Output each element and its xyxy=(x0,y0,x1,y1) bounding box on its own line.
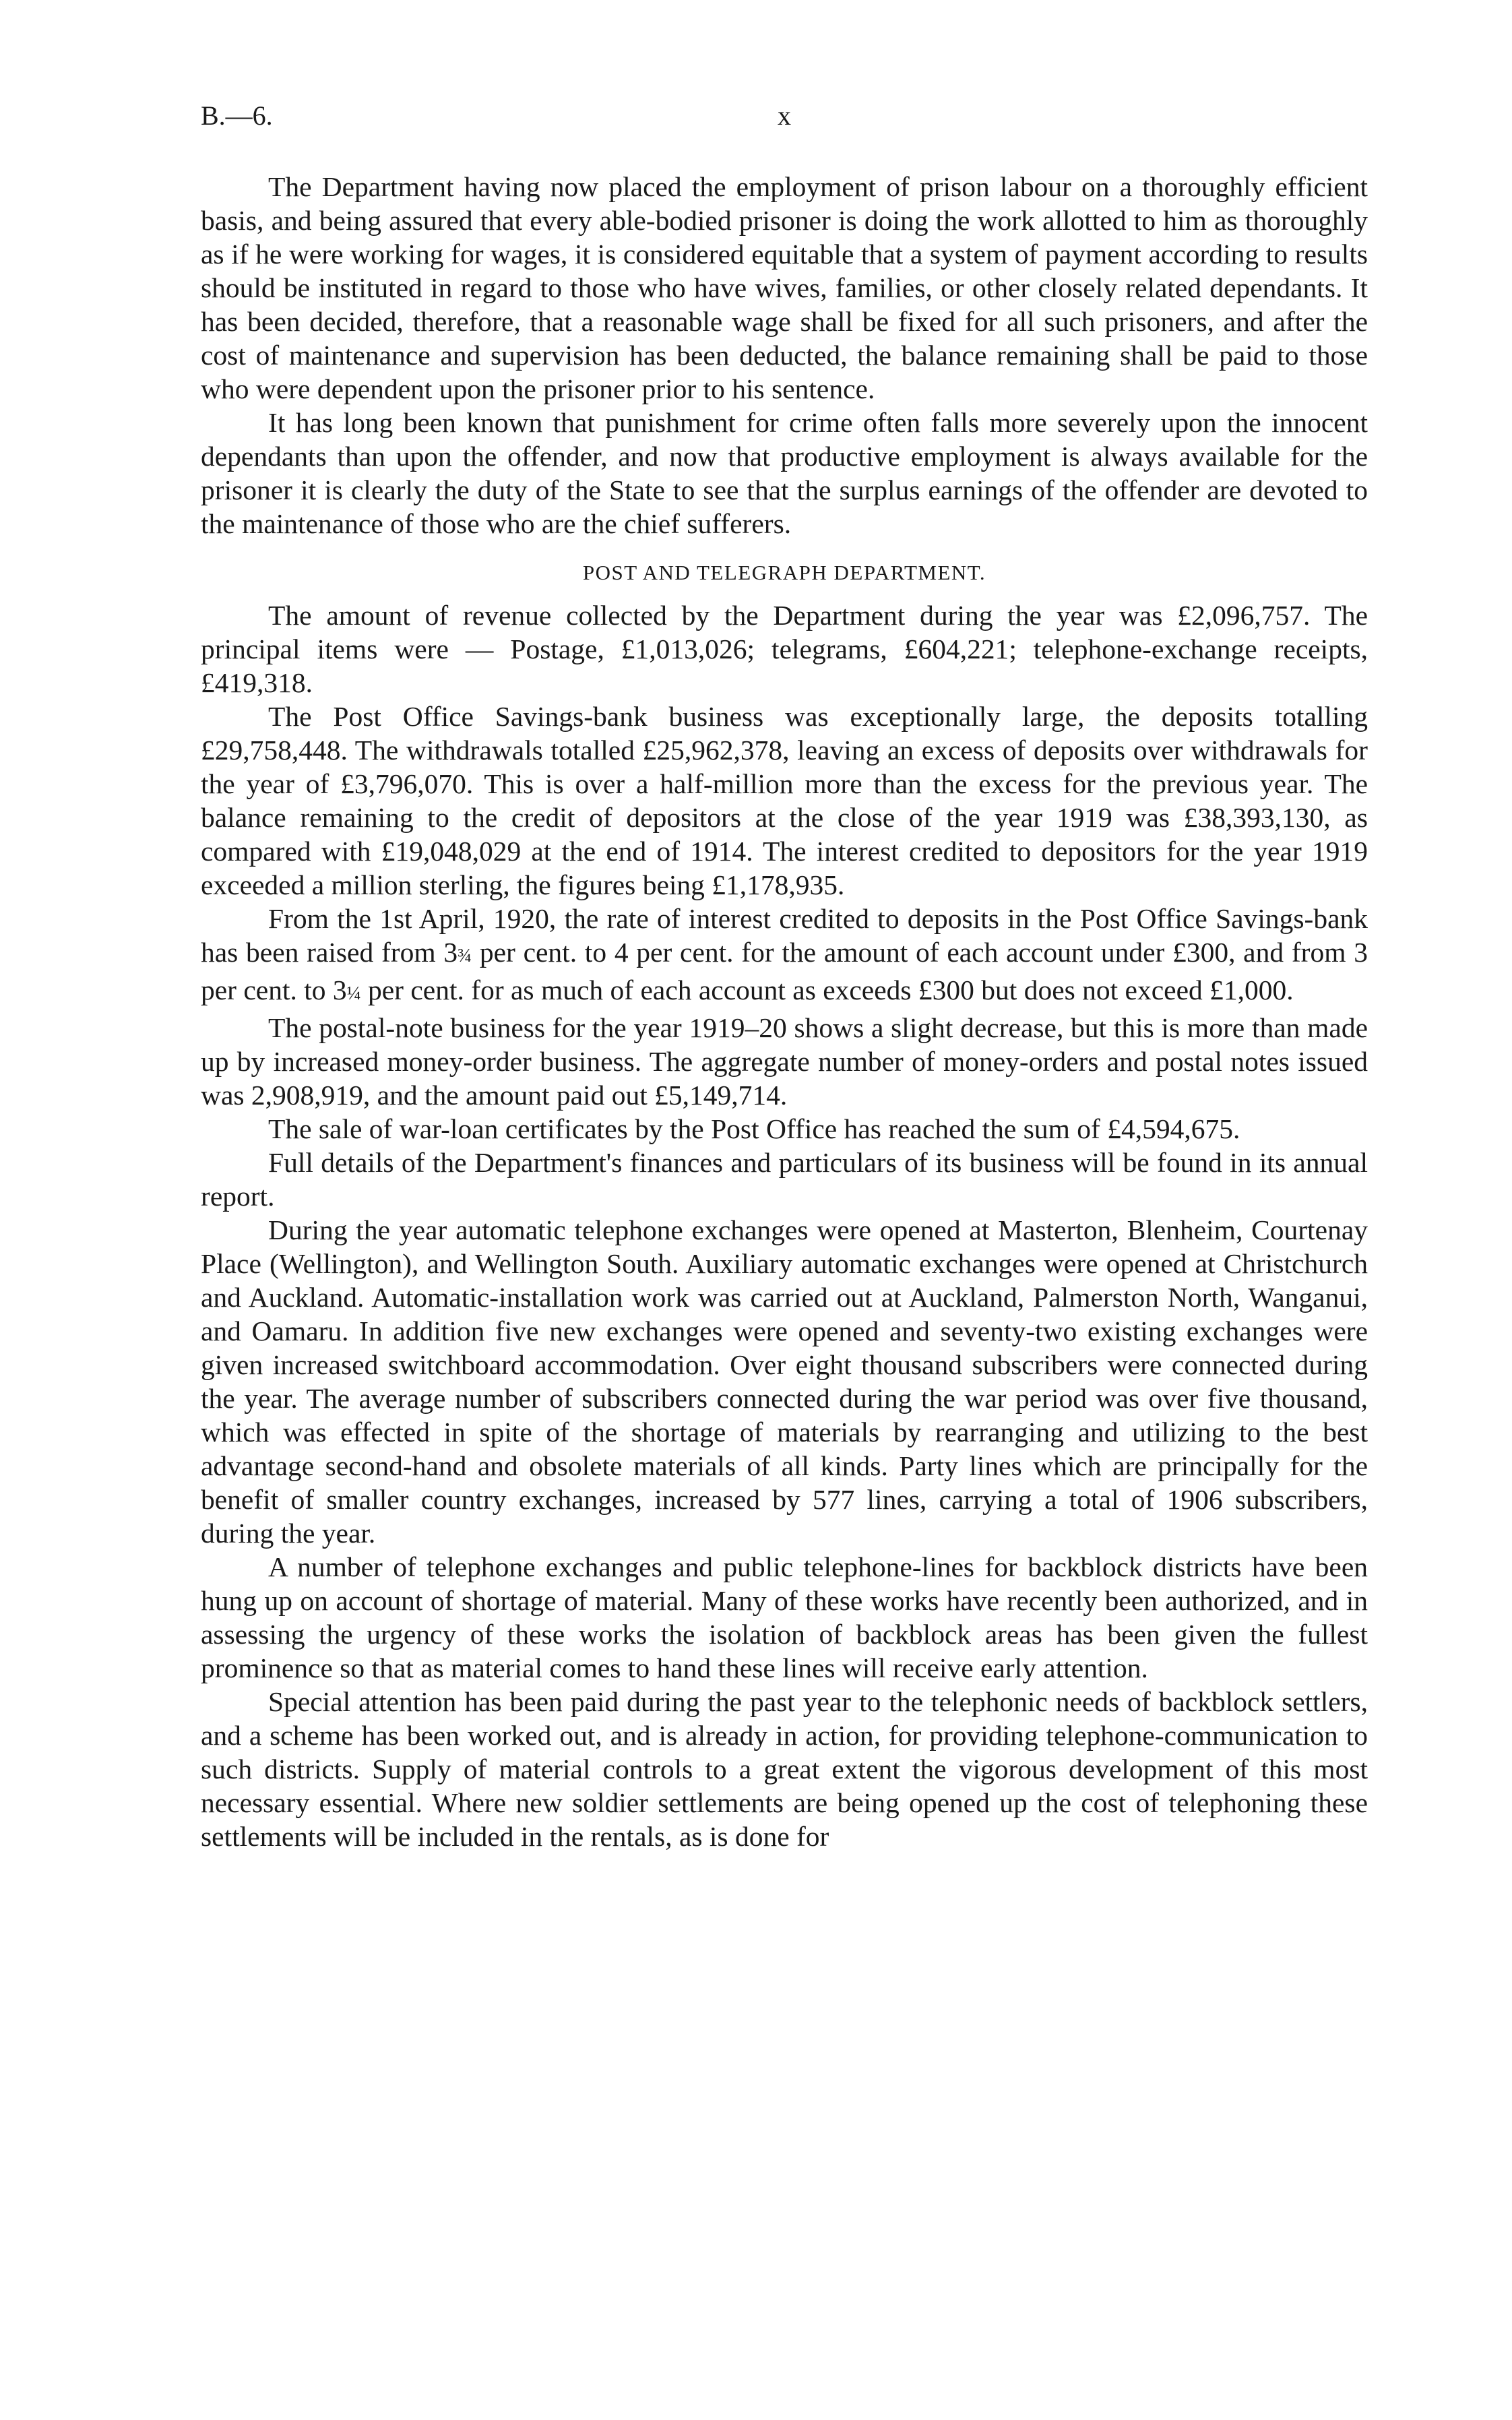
interest-text-1: From the 1st April, 1920, the rate of interest credited to deposits in the Post Office Savings-bank has been raised from 3 xyxy=(201,903,1368,968)
interest-text-2: per cent. to 4 per cent. for the amount of each account under £300, and from 3 per cent. to 3 xyxy=(201,937,1368,1005)
document-reference: B.—6. xyxy=(201,100,273,131)
paragraph-revenue: The amount of revenue collected by the Department during the year was £2,096,757. The principal items were — Postage, £1,013,026; telegrams, £604,221; telephone-exchange receipts, £419,318. xyxy=(201,600,1368,698)
paragraph-postal-notes: The postal-note business for the year 1919–20 shows a slight decrease, but this is more than made up by increased money-order business. The aggregate number of money-orders and postal notes issued was 2,908,919, and the amount paid out £5,149,714. xyxy=(201,1012,1368,1111)
body-text xyxy=(201,170,1368,1853)
paragraph-dependants: It has long been known that punishment for crime often falls more severely upon the innocent dependants than upon the offender, and now that productive employment is always available for the prisoner it is clearly the duty of the State to see that the surplus earnings of the offender are devoted to the maintenance of those who are the chief sufferers. xyxy=(201,407,1368,539)
fraction-three-quarters: ¾ xyxy=(458,945,472,966)
paragraph-war-loan: The sale of war-loan certificates by the Post Office has reached the sum of £4,594,675. xyxy=(268,1113,1240,1144)
fraction-one-quarter: ¼ xyxy=(346,983,361,1004)
page-header xyxy=(201,100,1368,140)
interest-text-3: per cent. for as much of each account as exceeds £300 but does not exceed £1,000. xyxy=(360,974,1294,1005)
paragraph-prison-wages: The Department having now placed the employment of prison labour on a thoroughly efficient basis, and being assured that every able-bodied prisoner is doing the work allotted to him as thoroughly as if he were working for wages, it is considered equitable that a system of payment according to results should be instituted in regard to those who have wives, families, or other closely related dependants. It has been decided, therefore, that a reasonable wage shall be fixed for all such prisoners, and after the cost of maintenance and supervision has been deducted, the balance remaining shall be paid to those who were dependent upon the prisoner prior to his sentence. xyxy=(201,171,1368,404)
paragraph-automatic-exchanges: During the year automatic telephone exchanges were opened at Masterton, Blenheim, Courtenay Place (Wellington), and Wellington South. Auxiliary automatic exchanges were opened at Christchurch and Auckland. Automatic-installation work was carried out at Auckland, Palmerston North, Wanganui, and Oamaru. In addition five new exchanges were opened and seventy-two existing exchanges were given increased switchboard accommodation. Over eight thousand subscribers were connected during the year. The average number of subscribers connected during the war period was over five thousand, which was effected in spite of the shortage of materials by rearranging and utilizing to the best advantage second-hand and obsolete materials of all kinds. Party lines which are principally for the benefit of smaller country exchanges, increased by 577 lines, carrying a total of 1906 subscribers, during the year. xyxy=(201,1214,1368,1549)
section-heading: POST AND TELEGRAPH DEPARTMENT. xyxy=(582,561,986,584)
paragraph-savings-bank: The Post Office Savings-bank business was exceptionally large, the deposits totalling £29,758,448. The withdrawals totalled £25,962,378, leaving an excess of deposits over withdrawals for the year of £3,796,070. This is over a half-million more than the excess for the previous year. The balance remaining to the credit of depositors at the close of the year 1919 was £38,393,130, as compared with £19,048,029 at the end of 1914. The interest credited to depositors for the year 1919 exceeded a million sterling, the figures being £1,178,935. xyxy=(201,701,1368,900)
paragraph-annual-report: Full details of the Department's finances and particulars of its business will be found in its annual report. xyxy=(201,1147,1368,1212)
paragraph-backblock-settlers: Special attention has been paid during the past year to the telephonic needs of backblock settlers, and a scheme has been worked out, and is already in action, for providing telephone-communication to such districts. Supply of material controls to a great extent the vigorous development of this most necessary essential. Where new soldier settlements are being opened up the cost of telephoning these settlements will be included in the rentals, as is done for xyxy=(201,1686,1368,1852)
page-number: x xyxy=(778,100,791,131)
paragraph-backblock-lines: A number of telephone exchanges and public telephone-lines for backblock districts have been hung up on account of shortage of material. Many of these works have recently been authorized, and in assessing the urgency of these works the isolation of backblock areas has been given the fullest prominence so that as material comes to hand these lines will receive early attention. xyxy=(201,1551,1368,1683)
paragraph-interest-rate xyxy=(201,902,1368,1011)
